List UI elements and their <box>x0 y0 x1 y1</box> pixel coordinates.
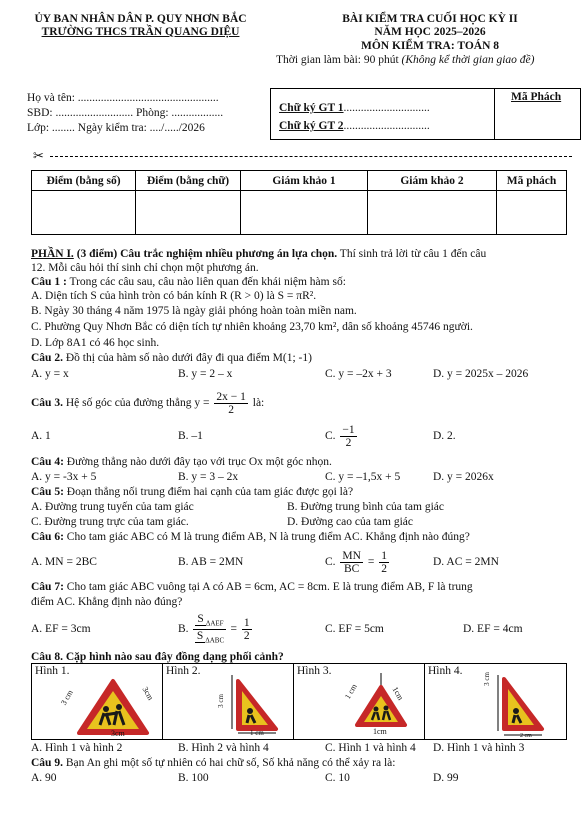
q8-label: Câu 8. <box>31 651 63 663</box>
q6-c-den: BC <box>344 562 360 575</box>
q2-text: Đồ thị của hàm số nào dưới đây đi qua điểm M(1; -1) <box>62 352 312 364</box>
gt1-label: Chữ ký GT 1 <box>279 102 344 114</box>
part1-desc-2: 12. Mỗi câu hỏi thí sinh chỉ chọn một phương án. <box>31 262 259 274</box>
gt2-label: Chữ ký GT 2 <box>279 120 344 132</box>
q6-c-equals: = <box>367 556 375 568</box>
score-table-row <box>32 191 567 235</box>
dept-name: ỦY BAN NHÂN DÂN P. QUY NHƠN BẮC <box>34 13 247 25</box>
subject: MÔN KIỂM TRA: TOÁN 8 <box>360 40 499 52</box>
figure-2-title: Hình 2. <box>166 665 201 677</box>
q7-b-prefix: B. <box>178 623 189 635</box>
q3-c-den: 2 <box>345 436 352 449</box>
q3-text: Hệ số góc của đường thẳng y = <box>62 397 210 409</box>
q1-option-b[interactable]: B. Ngày 30 tháng 4 năm 1975 là ngày giải phóng hoàn toàn miền nam. <box>31 305 357 317</box>
signature-area <box>271 89 495 139</box>
q8-option-c[interactable]: C. Hình 1 và hình 4 <box>325 742 416 754</box>
sbd-field[interactable]: SBD: ........................... Phòng: .................. <box>27 107 224 119</box>
q7-label: Câu 7: <box>31 581 64 593</box>
q3-c-num: −1 <box>342 423 355 436</box>
time-text: Thời gian làm bài: 90 phút <box>276 54 399 66</box>
q9-option-d[interactable]: D. 99 <box>433 772 459 784</box>
col-examiner-1: Giám khảo 1 <box>241 171 368 191</box>
q7-stem <box>31 581 473 594</box>
name-field[interactable]: Họ và tên: ................................................. <box>27 92 219 104</box>
q6-text: Cho tam giác ABC có M là trung điểm AB, N là trung điểm AC. Khẳng định nào đúng? <box>63 531 470 543</box>
part1-title: PHẦN I. <box>31 248 74 260</box>
q9-option-c[interactable]: C. 10 <box>325 772 350 784</box>
q6-c-prefix: C. <box>325 556 336 568</box>
time-info <box>276 54 534 67</box>
q3-label: Câu 3. <box>31 397 63 409</box>
q1-option-a[interactable]: A. Diện tích S của hình tròn có bán kính R (R > 0) là S = πR². <box>31 290 317 302</box>
q3-option-c[interactable] <box>325 419 359 453</box>
part1-desc: Thí sinh trả lời từ câu 1 đến câu <box>337 248 487 260</box>
q6-c-num2: 1 <box>381 549 387 562</box>
q9-text: Bạn An ghi một số tự nhiên có hai chữ số, Số khả năng có thể xảy ra là: <box>62 757 396 769</box>
q3-den: 2 <box>228 403 234 416</box>
cell-examiner-2[interactable] <box>368 191 497 235</box>
figure-2-label-left: 3 cm <box>216 694 225 708</box>
q3-fraction <box>214 391 248 416</box>
time-note: (Không kể thời gian giao đề) <box>401 54 535 66</box>
q4-text: Đường thẳng nào dưới đây tạo với trục Ox một góc nhọn. <box>63 456 332 468</box>
q4-label: Câu 4: <box>31 456 64 468</box>
figure-2-label-bottom: 1 cm <box>250 729 264 737</box>
figure-1-title: Hình 1. <box>35 665 70 677</box>
figure-2 <box>162 663 294 740</box>
scissors-icon: ✂ <box>33 148 44 163</box>
q2-stem <box>31 352 312 365</box>
q6-option-d[interactable]: D. AC = 2MN <box>433 556 499 568</box>
class-date-field[interactable]: Lớp: ........ Ngày kiểm tra: ..../...../2026 <box>27 122 205 134</box>
q3-option-b[interactable]: B. –1 <box>178 430 203 442</box>
q3-option-a[interactable]: A. 1 <box>31 430 51 442</box>
q5-option-d[interactable]: D. Đường cao của tam giác <box>287 516 413 528</box>
score-table-header <box>32 171 567 191</box>
figure-4-label-left: 3 cm <box>482 672 491 686</box>
q7-option-a[interactable]: A. EF = 3cm <box>31 623 91 635</box>
supervisor-1-signature[interactable] <box>279 102 430 115</box>
q3-c-prefix: C. <box>325 430 336 442</box>
q8-option-d[interactable]: D. Hình 1 và hình 3 <box>433 742 525 754</box>
school-year: NĂM HỌC 2025–2026 <box>374 26 486 38</box>
q1-option-c[interactable]: C. Phường Quy Nhơn Bắc có diện tích tự nhiên khoảng 23,70 km², dân số khoảng 45746 người. <box>31 321 473 333</box>
col-score-number: Điểm (bằng số) <box>32 171 136 191</box>
cell-score-number[interactable] <box>32 191 136 235</box>
q6-option-c[interactable] <box>325 545 391 579</box>
q3-tail: là: <box>252 397 265 409</box>
q6-option-b[interactable]: B. AB = 2MN <box>178 556 244 568</box>
q4-stem <box>31 456 332 469</box>
q6-stem <box>31 531 470 544</box>
q9-label: Câu 9. <box>31 757 63 769</box>
exam-title: BÀI KIỂM TRA CUỐI HỌC KỲ II <box>342 13 518 25</box>
figure-4 <box>424 663 567 740</box>
q6-label: Câu 6: <box>31 531 64 543</box>
q5-text: Đoạn thẳng nối trung điểm hai cạnh của tam giác được gọi là? <box>63 486 354 498</box>
q3-option-d[interactable]: D. 2. <box>433 430 456 442</box>
q4-option-d[interactable]: D. y = 2026x <box>433 471 494 483</box>
q2-option-a[interactable]: A. y = x <box>31 368 69 380</box>
q6-c-fraction <box>340 550 363 575</box>
q2-label: Câu 2. <box>31 352 63 364</box>
signature-box <box>270 88 581 140</box>
gt2-dots: .............................. <box>343 120 430 132</box>
figure-4-label-bottom: 2 cm <box>520 733 532 739</box>
q1-stem <box>31 276 346 289</box>
q5-option-b[interactable]: B. Đường trung bình của tam giác <box>287 501 444 513</box>
figure-3 <box>293 663 425 740</box>
figure-1-label-left: 3 cm <box>59 688 75 707</box>
q5-label: Câu 5: <box>31 486 64 498</box>
q7-b-fraction <box>193 613 225 647</box>
part1-title-rest: (3 điểm) Câu trắc nghiệm nhiều phương án lựa chọn. <box>73 248 338 260</box>
figure-1 <box>31 663 163 740</box>
q1-option-d[interactable]: D. Lớp 8A1 có 46 học sinh. <box>31 337 160 349</box>
q2-option-d[interactable]: D. y = 2025x – 2026 <box>433 368 529 380</box>
figure-3-label-bottom: 1cm <box>373 727 387 736</box>
q7-option-b[interactable] <box>178 611 254 647</box>
part1-heading <box>31 248 486 261</box>
col-ma-phach: Mã phách <box>497 171 567 191</box>
q8-option-a[interactable]: A. Hình 1 và hình 2 <box>31 742 123 754</box>
score-table <box>31 170 567 235</box>
figure-3-label-left: 1 cm <box>343 682 359 701</box>
q3-stem <box>31 390 264 416</box>
cell-ma-phach[interactable] <box>497 191 567 235</box>
rotated-sign-2-icon <box>468 669 548 739</box>
q6-c-num: MN <box>342 549 361 562</box>
q7-b-num: S $_{\Delta AEF}$ <box>193 613 225 630</box>
q9-stem <box>31 757 395 770</box>
q1-text: Trong các câu sau, câu nào liên quan đến khái niệm hàm số: <box>66 276 346 288</box>
q3-c-fraction <box>340 424 356 449</box>
q7-text-1: Cho tam giác ABC vuông tại A có AB = 6cm, AC = 8cm. E là trung điểm AB, F là trung <box>63 581 473 593</box>
ma-phach-label: Mã Phách <box>511 91 562 103</box>
q3-num: 2x − 1 <box>216 390 246 403</box>
q8-option-b[interactable]: B. Hình 2 và hình 4 <box>178 742 269 754</box>
q2-option-c[interactable]: C. y = –2x + 3 <box>325 368 392 380</box>
q7-stem-2: điểm AC. Khẳng định nào đúng? <box>31 596 183 608</box>
supervisor-2-signature[interactable] <box>279 120 430 133</box>
q7-option-d[interactable]: D. EF = 4cm <box>463 623 523 635</box>
q7-b-equals: = <box>230 623 237 635</box>
col-score-words: Điểm (bằng chữ) <box>136 171 241 191</box>
school-name: TRƯỜNG THCS TRẦN QUANG DIỆU <box>41 26 240 38</box>
q6-c-fraction-2 <box>379 550 389 575</box>
figure-1-label-bottom: 3cm <box>111 729 125 738</box>
cell-score-words[interactable] <box>136 191 241 235</box>
col-examiner-2: Giám khảo 2 <box>368 171 497 191</box>
q6-option-a[interactable]: A. MN = 2BC <box>31 556 97 568</box>
q1-label: Câu 1 : <box>31 276 67 288</box>
q8-text: Cặp hình nào sau đây đồng dạng phối cảnh? <box>62 651 284 663</box>
cell-examiner-1[interactable] <box>241 191 368 235</box>
q5-stem <box>31 486 353 499</box>
figure-3-title: Hình 3. <box>297 665 332 677</box>
q5-option-a[interactable]: A. Đường trung tuyến của tam giác <box>31 501 194 513</box>
figure-3-label-right: 1cm <box>390 685 406 702</box>
q4-option-a[interactable]: A. y = -3x + 5 <box>31 471 97 483</box>
q6-c-den2: 2 <box>381 562 387 575</box>
q5-option-c[interactable]: C. Đường trung trực của tam giác. <box>31 516 189 528</box>
q4-option-c[interactable]: C. y = –1,5x + 5 <box>325 471 401 483</box>
rotated-sign-icon <box>202 667 282 737</box>
q4-option-b[interactable]: B. y = 3 – 2x <box>178 471 239 483</box>
figure-1-label-right: 3cm <box>140 685 156 702</box>
q7-b-fraction-2: $\frac{1}{2}$ <box>243 616 250 642</box>
figure-4-title: Hình 4. <box>428 665 463 677</box>
cut-line <box>50 156 572 157</box>
q7-b-den: S $_{\Delta ABC}$ <box>196 629 225 645</box>
q2-option-b[interactable]: B. y = 2 – x <box>178 368 233 380</box>
gt1-dots: .............................. <box>343 102 430 114</box>
q7-option-c[interactable]: C. EF = 5cm <box>325 623 384 635</box>
q9-option-a[interactable]: A. 90 <box>31 772 57 784</box>
q9-option-b[interactable]: B. 100 <box>178 772 209 784</box>
